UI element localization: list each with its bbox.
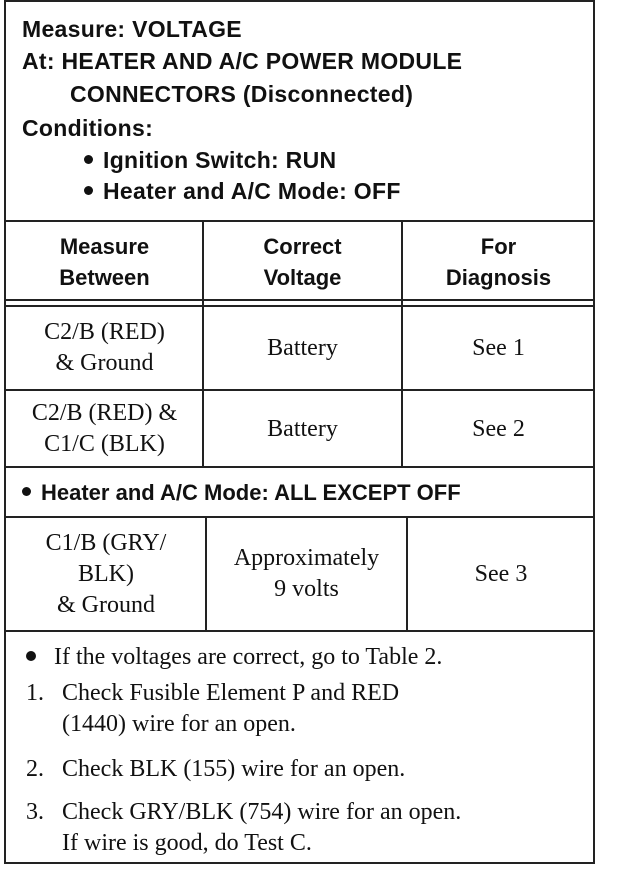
note-1: [26, 678, 399, 709]
column-header-measure-between: [6, 222, 203, 302]
bullet-icon: [26, 651, 36, 661]
note-bullet: [26, 642, 442, 673]
note-number: 3.: [26, 799, 44, 825]
note-3: [26, 797, 461, 828]
bullet-icon: [84, 186, 93, 195]
cell-line: & Ground: [56, 591, 155, 618]
note-number: 2.: [26, 756, 44, 782]
cell-line: C2/B (RED) &: [31, 400, 178, 426]
cell-line: C2/B (RED): [44, 319, 165, 345]
table-row-2-diagnosis: See 2: [472, 415, 525, 442]
row-divider: [6, 630, 593, 632]
note-number: 1.: [26, 680, 44, 706]
column-header-line: For: [480, 234, 517, 259]
note-3-continued: If wire is good, do Test C.: [62, 830, 312, 856]
cell-line: C1/C (BLK): [44, 431, 165, 457]
column-header-for-diagnosis: [402, 222, 595, 302]
note-2: [26, 754, 405, 785]
diagnostic-table: [4, 0, 595, 864]
condition-text: Heater and A/C Mode: OFF: [103, 178, 401, 204]
subheader-text: Heater and A/C Mode: ALL EXCEPT OFF: [41, 480, 461, 505]
note-text: If the voltages are correct, go to Table 2.: [54, 644, 443, 670]
table-row-3-voltage: [206, 518, 407, 630]
condition-text: Ignition Switch: RUN: [103, 147, 337, 173]
note-text: Check GRY/BLK (754) wire for an open.: [62, 799, 462, 825]
location-line-1: At: HEATER AND A/C POWER MODULE: [22, 48, 463, 74]
table-row-1-diagnosis: See 1: [472, 334, 525, 361]
bullet-icon: [22, 487, 31, 496]
bullet-icon: [84, 155, 93, 164]
column-header-correct-voltage: [203, 222, 402, 302]
column-header-line: Measure: [59, 234, 150, 259]
location-line-2: CONNECTORS (Disconnected): [70, 81, 414, 107]
column-header-line: Voltage: [263, 265, 342, 290]
column-header-line: Diagnosis: [445, 265, 552, 290]
column-header-line: Correct: [263, 234, 342, 259]
table-row-3-diagnosis: See 3: [474, 560, 528, 587]
mode-subheader: [6, 468, 593, 518]
table-row-2-between: [6, 391, 203, 467]
column-header-line: Between: [59, 265, 150, 290]
note-text: Check BLK (155) wire for an open.: [62, 756, 406, 782]
cell-line: & Ground: [55, 350, 154, 376]
note-text: Check Fusible Element P and RED: [62, 680, 400, 706]
cell-line: BLK): [77, 560, 134, 587]
note-1-continued: (1440) wire for an open.: [62, 711, 296, 737]
cell-line: C1/B (GRY/: [45, 529, 167, 556]
condition-mode: [84, 178, 401, 205]
table-row-2-voltage: Battery: [267, 415, 338, 442]
cell-line: Approximately: [233, 545, 380, 571]
conditions-label: Conditions:: [22, 115, 154, 141]
divider: [6, 299, 593, 301]
table-header: [6, 2, 593, 222]
table-row-3-between: [6, 518, 206, 630]
table-row-1-between: [6, 307, 203, 389]
condition-ignition: [84, 147, 336, 174]
measure-label: Measure: VOLTAGE: [22, 16, 242, 42]
cell-line: 9 volts: [274, 576, 339, 602]
table-row-1-voltage: Battery: [267, 334, 338, 361]
